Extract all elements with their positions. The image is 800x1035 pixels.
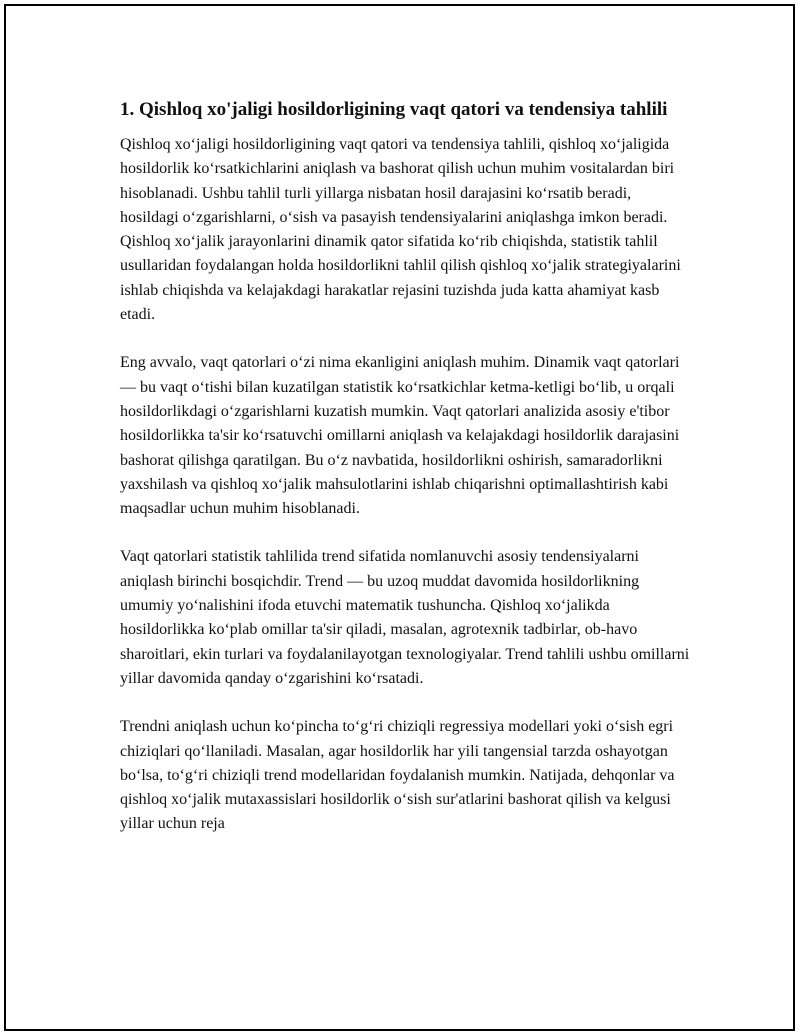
section-heading: 1. Qishloq xo'jaligi hosildorligining vaqt qatori va tendensiya tahlili <box>120 99 668 120</box>
paragraph-1: Qishloq xo‘jaligi hosildorligining vaqt qatori va tendensiya tahlili, qishloq xo‘jaligida hosildorlik ko‘rsatkichlarini aniqlash va bashorat qilish uchun muhim vositalardan biri hisoblanadi. Ushbu tahlil turli yillarga nisbatan hosil darajasini ko‘rsatib beradi, hosildagi o‘zgarishlarni, o‘sish va pasayish tendensiyalarini aniqlashga imkon beradi. Qishloq xo‘jalik jarayonlarini dinamik qator sifatida ko‘rib chiqishda, statistik tahlil usullaridan foydalangan holda hosildorlikni tahlil qilish qishloq xo‘jalik strategiyalarini ishlab chiqishda va kelajakdagi harakatlar rejasini tuzishda juda katta ahamiyat kasb etadi. <box>120 136 681 324</box>
paragraph-2: Eng avvalo, vaqt qatorlari o‘zi nima ekanligini aniqlash muhim. Dinamik vaqt qatorlari — bu vaqt o‘tishi bilan kuzatilgan statistik ko‘rsatkichlar ketma-ketligi bo‘lib, u orqali hosildorlikdagi o‘zgarishlarni kuzatish mumkin. Vaqt qatorlari analizida asosiy e'tibor hosildorlikka ta'sir ko‘rsatuvchi omillarni aniqlash va kelajakdagi hosildorlik darajasini bashorat qilishga qaratilgan. Bu o‘z navbatida, hosildorlikni oshirish, samaradorlikni yaxshilash va qishloq xo‘jalik mahsulotlarini ishlab chiqarishni optimallashtirish kabi maqsadlar uchun muhim hisoblanadi. <box>120 354 680 518</box>
page-frame <box>4 4 795 1031</box>
paragraph-4: Trendni aniqlash uchun ko‘pincha to‘g‘ri chiziqli regressiya modellari yoki o‘sish egri chiziqlari qo‘llaniladi. Masalan, agar hosildorlik har yili tangensial tarzda oshayotgan bo‘lsa, to‘g‘ri chiziqli trend modellaridan foydalanish mumkin. Natijada, dehqonlar va qishloq xo‘jalik mutaxassislari hosildorlik o‘sish sur'atlarini bashorat qilish va kelgusi yillar uchun reja <box>120 718 675 833</box>
document-body <box>120 96 692 861</box>
paragraph-3: Vaqt qatorlari statistik tahlilida trend sifatida nomlanuvchi asosiy tendensiyalarni aniqlash birinchi bosqichdir. Trend — bu uzoq muddat davomida hosildorlikning umumiy yo‘nalishini ifoda etuvchi matematik tushuncha. Qishloq xo‘jalikda hosildorlikka ko‘plab omillar ta'sir qiladi, masalan, agrotexnik tadbirlar, ob-havo sharoitlari, ekin turlari va foydalanilayotgan texnologiyalar. Trend tahlili ushbu omillarni yillar davomida qanday o‘zgarishini ko‘rsatadi. <box>120 548 690 687</box>
